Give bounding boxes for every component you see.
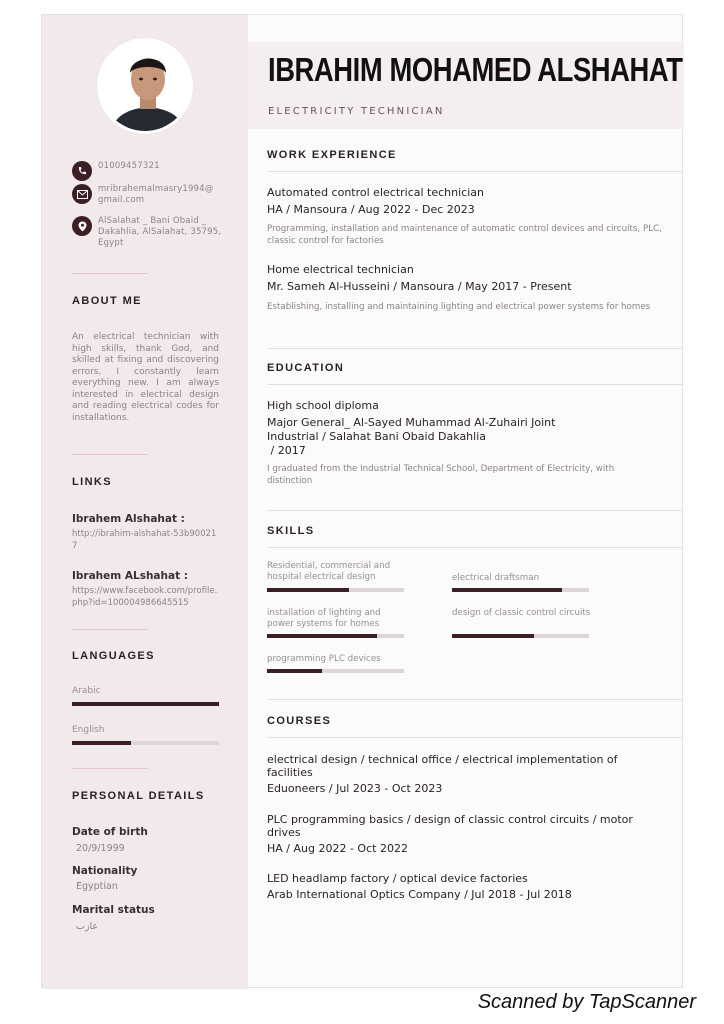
language-bar-fill xyxy=(72,741,131,745)
contact-email xyxy=(72,184,222,206)
job-meta: Mr. Sameh Al-Husseini / Mansoura / May 2017 - Present xyxy=(267,280,572,293)
divider xyxy=(72,768,148,769)
skill-bar-fill xyxy=(452,588,562,592)
job-description: Establishing, installing and maintaining lighting and electrical power systems for homes xyxy=(267,302,651,312)
resume-page xyxy=(41,14,683,988)
section-rule xyxy=(267,699,682,700)
nationality-value: Egyptian xyxy=(76,881,118,892)
skills-heading: SKILLS xyxy=(267,525,315,537)
courses-heading: COURSES xyxy=(267,715,332,727)
phone-icon xyxy=(72,161,92,181)
job-description: Programming, installation and maintenance of automatic control devices and circuits, PLC, classic control for factories xyxy=(267,224,662,246)
education-meta: Major General_ Al-Sayed Muhammad Al-Zuhairi Joint xyxy=(267,416,556,429)
divider xyxy=(72,273,148,274)
address-text: AlSalahat _ Bani Obaid _ Dakahlia, AlSalahat, 35795, Egypt xyxy=(98,216,222,248)
sidebar xyxy=(42,15,248,989)
language-name: English xyxy=(72,725,105,735)
section-rule xyxy=(267,348,682,349)
about-heading: ABOUT ME xyxy=(72,295,142,307)
language-name: Arabic xyxy=(72,686,101,696)
skill-bar-fill xyxy=(267,669,322,673)
course-title: LED headlamp factory / optical device factories xyxy=(267,872,528,885)
personal-heading: PERSONAL DETAILS xyxy=(72,790,205,802)
skill-label: Residential, commercial and hospital electrical design xyxy=(267,561,391,582)
dob-value: 20/9/1999 xyxy=(76,843,125,854)
education-title: High school diploma xyxy=(267,399,379,412)
education-meta: Industrial / Salahat Bani Obaid Dakahlia xyxy=(267,430,487,443)
skill-bar xyxy=(267,669,404,673)
location-icon xyxy=(72,216,92,236)
email-text[interactable]: mribrahemalmasry1994@gmail.com xyxy=(98,184,214,205)
skill-bar xyxy=(267,634,404,638)
link-title: Ibrahem Alshahat : xyxy=(72,513,185,525)
job-meta: HA / Mansoura / Aug 2022 - Dec 2023 xyxy=(267,203,475,216)
language-bar xyxy=(72,702,219,706)
section-rule xyxy=(267,384,682,385)
skill-bar xyxy=(452,588,589,592)
divider xyxy=(72,454,148,455)
section-rule xyxy=(267,547,682,548)
contact-phone xyxy=(72,161,222,181)
skill-bar xyxy=(452,634,589,638)
candidate-name: IBRAHIM MOHAMED ALSHAHAT xyxy=(268,51,683,88)
course-title: electrical design / technical office / electrical implementation of facilities xyxy=(267,753,618,779)
skill-label: installation of lighting and power systems for homes xyxy=(267,608,381,629)
divider xyxy=(72,629,148,630)
languages-heading: LANGUAGES xyxy=(72,650,155,662)
skill-label: electrical draftsman xyxy=(452,573,540,583)
education-meta: / 2017 xyxy=(267,444,306,457)
scanner-watermark: Scanned by TapScanner xyxy=(477,991,696,1013)
education-description: I graduated from the Industrial Technical School, Department of Electricity, with distinction xyxy=(267,464,615,486)
skill-bar-fill xyxy=(267,634,377,638)
job-title: Automated control electrical technician xyxy=(267,186,484,199)
link-title: Ibrahem ALshahat : xyxy=(72,570,188,582)
job-title: Home electrical technician xyxy=(267,263,414,276)
marital-label: Marital status xyxy=(72,904,155,916)
course-meta: Eduoneers / Jul 2023 - Oct 2023 xyxy=(267,782,443,795)
language-bar xyxy=(72,741,219,745)
language-bar-fill xyxy=(72,702,219,706)
skill-bar-fill xyxy=(267,588,349,592)
skill-bar-fill xyxy=(452,634,534,638)
profile-photo xyxy=(97,38,193,134)
skill-label: design of classic control circuits xyxy=(452,608,591,618)
education-heading: EDUCATION xyxy=(267,362,345,374)
marital-value: عازب xyxy=(76,921,99,932)
skill-label: programming PLC devices xyxy=(267,654,381,664)
work-heading: WORK EXPERIENCE xyxy=(267,149,397,161)
section-rule xyxy=(267,737,682,738)
course-meta: HA / Aug 2022 - Oct 2022 xyxy=(267,842,408,855)
about-text: An electrical technician with high skills, thank God, and skilled at fixing and discovering errors, I constantly learn everything new. I am always interested in electrical design and reading electrical codes for installations. xyxy=(72,332,219,423)
section-rule xyxy=(267,171,682,172)
avatar-icon xyxy=(100,41,193,134)
course-title: PLC programming basics / design of classic control circuits / motor drives xyxy=(267,813,633,839)
links-heading: LINKS xyxy=(72,476,112,488)
section-rule xyxy=(267,510,682,511)
candidate-role: ELECTRICITY TECHNICIAN xyxy=(268,106,445,117)
dob-label: Date of birth xyxy=(72,826,148,838)
email-icon xyxy=(72,184,92,204)
linkedin-link[interactable]: http://ibrahim-alshahat-53b900217 xyxy=(72,529,217,551)
phone-text[interactable]: 01009457321 xyxy=(98,161,160,171)
facebook-link[interactable]: https://www.facebook.com/profile.php?id=100004986645515 xyxy=(72,586,218,608)
skill-bar xyxy=(267,588,404,592)
contact-address xyxy=(72,216,222,249)
course-meta: Arab International Optics Company / Jul 2018 - Jul 2018 xyxy=(267,888,572,901)
nationality-label: Nationality xyxy=(72,865,138,877)
